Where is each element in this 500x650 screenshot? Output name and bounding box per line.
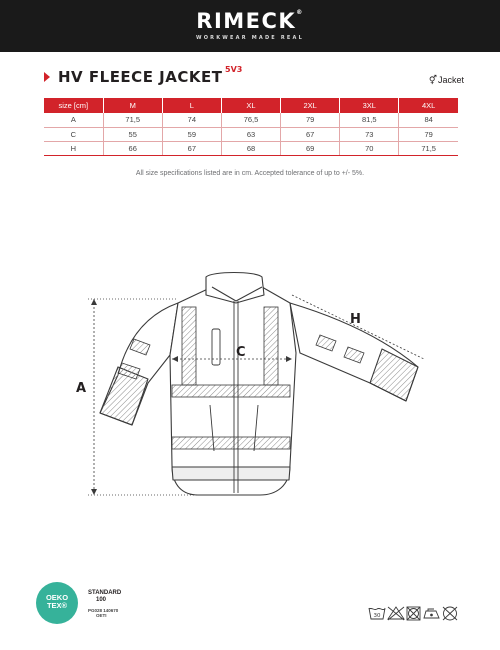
wash-30-icon: [369, 608, 385, 619]
brand-logo: RIMECK®: [196, 9, 304, 33]
jacket-outline: [100, 273, 418, 496]
oeko-logo-line1: OEKO: [45, 593, 69, 602]
product-gender: [429, 75, 464, 86]
product-code: 5V3: [225, 65, 243, 74]
table-cell: 68: [221, 141, 280, 155]
table-cell: 84: [399, 113, 458, 127]
table-cell: 79: [281, 113, 340, 127]
table-cell: 79: [399, 127, 458, 141]
table-cell: 73: [340, 127, 399, 141]
size-table-header-row: [44, 98, 458, 113]
no-bleach-icon: [388, 607, 404, 620]
table-cell: 71,5: [103, 113, 162, 127]
cert-number-line1: PG028 140670: [88, 608, 119, 613]
table-row: [44, 141, 458, 155]
table-cell: 63: [221, 127, 280, 141]
product-title-row: [44, 65, 464, 88]
no-dry-clean-icon: [443, 607, 457, 620]
table-cell: 81,5: [340, 113, 399, 127]
oeko-logo-line2: TEX®: [46, 601, 68, 610]
size-header-cell: L: [162, 98, 221, 113]
table-row: [44, 127, 458, 141]
measure-label-a: A: [76, 381, 87, 396]
size-header-cell: 2XL: [281, 98, 340, 113]
oeko-tex-logo: [36, 582, 78, 624]
male-female-icon: ⚥: [428, 76, 437, 86]
no-tumble-dry-icon: [407, 607, 420, 620]
tolerance-note: All size specifications listed are in cm. Accepted tolerance of up to +/- 5%.: [135, 170, 365, 177]
size-header-cell: XL: [221, 98, 280, 113]
standard-line2: 100: [96, 597, 107, 603]
oeko-standard: [88, 590, 121, 604]
size-table: [44, 98, 458, 156]
table-cell: 59: [162, 127, 221, 141]
measure-label-c: C: [236, 345, 246, 360]
measure-label-h: H: [350, 312, 361, 327]
table-cell: 67: [162, 141, 221, 155]
table-cell: 66: [103, 141, 162, 155]
care-symbols: [368, 604, 460, 622]
table-cell: C: [44, 127, 103, 141]
table-cell: 55: [103, 127, 162, 141]
svg-text:30: 30: [373, 613, 381, 619]
cert-number-line2: OETI: [96, 613, 107, 618]
product-title: HV FLEECE JACKET: [58, 68, 223, 86]
table-row: [44, 113, 458, 127]
table-cell: 70: [340, 141, 399, 155]
brand-header: [0, 0, 500, 52]
size-header-cell: size [cm]: [44, 98, 103, 113]
table-cell: 71,5: [399, 141, 458, 155]
table-cell: A: [44, 113, 103, 127]
jacket-technical-drawing: [0, 255, 500, 515]
size-header-cell: 3XL: [340, 98, 399, 113]
size-header-cell: 4XL: [399, 98, 458, 113]
title-arrow-icon: [44, 72, 50, 82]
table-cell: 76,5: [221, 113, 280, 127]
table-cell: H: [44, 141, 103, 155]
gender-label: Jacket: [437, 75, 464, 85]
iron-icon: [424, 609, 439, 618]
size-header-cell: M: [103, 98, 162, 113]
brand-tagline: WORKWEAR MADE REAL: [196, 35, 304, 41]
oeko-certificate-number: [88, 608, 118, 618]
table-cell: 69: [281, 141, 340, 155]
table-cell: 74: [162, 113, 221, 127]
table-cell: 67: [281, 127, 340, 141]
standard-line1: STANDARD: [88, 590, 122, 596]
